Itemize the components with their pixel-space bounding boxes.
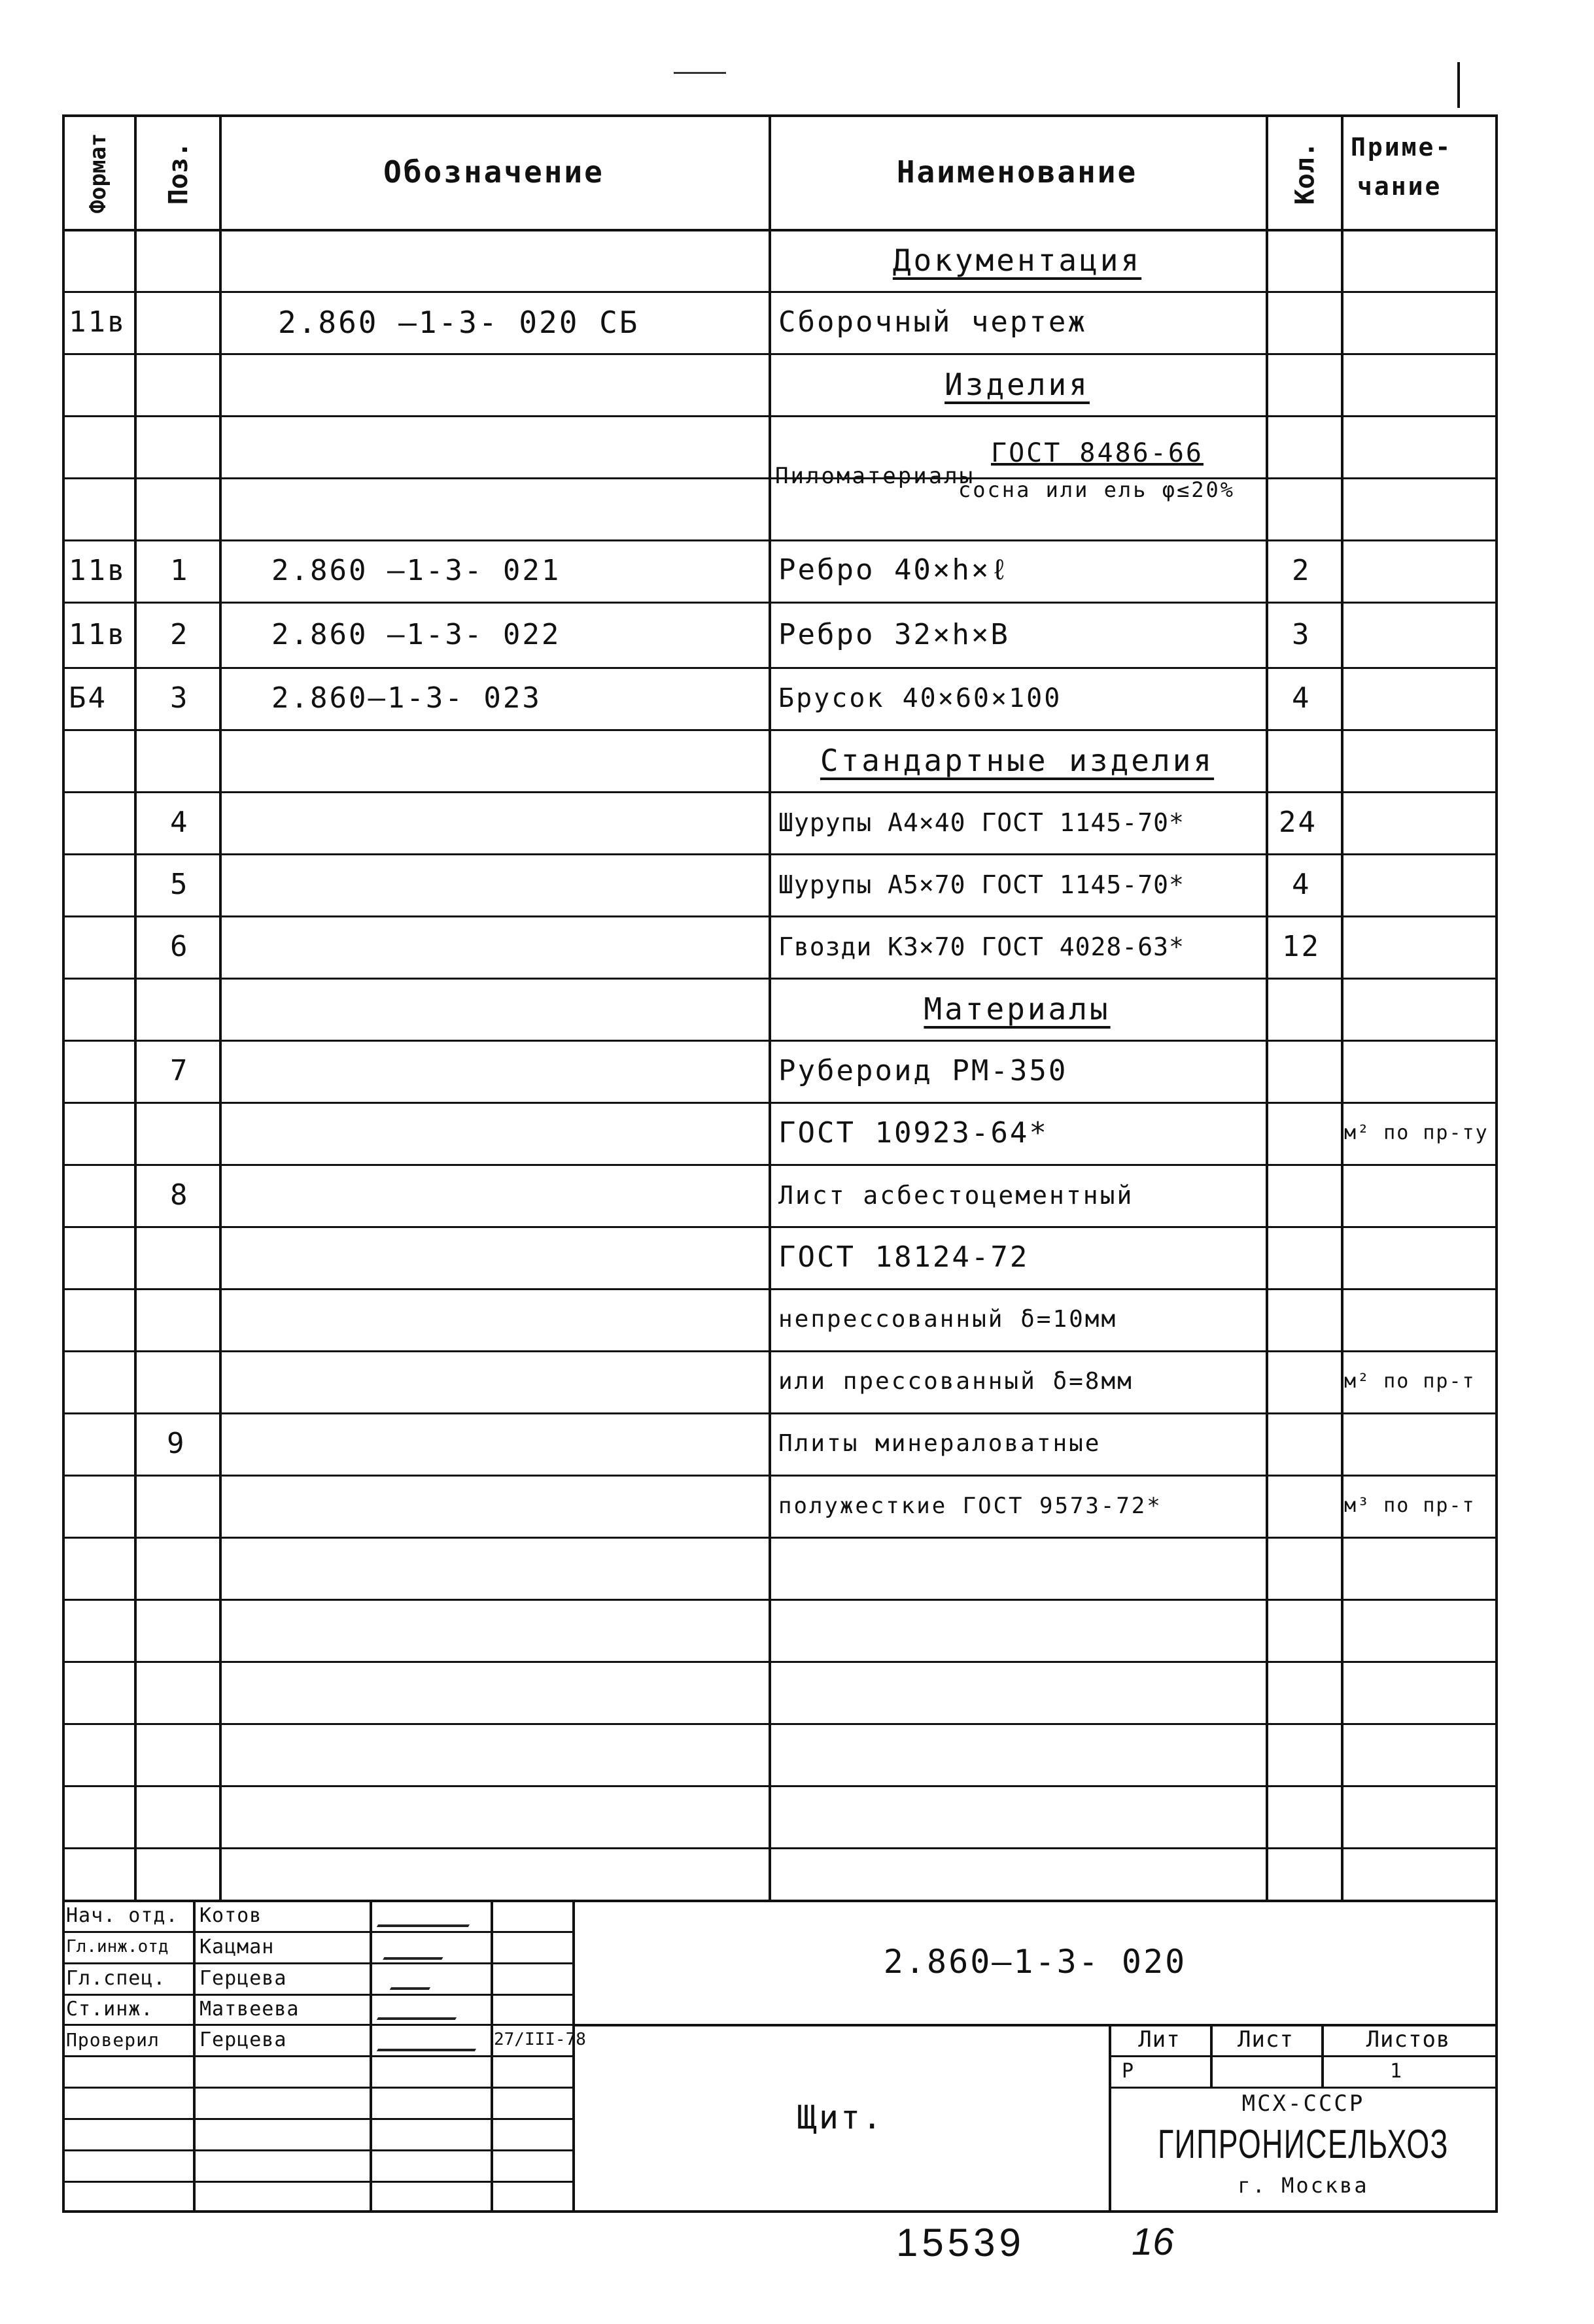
row-qty: 24 [1279,806,1317,839]
tb-date: 27/III-78 [494,2030,586,2049]
row-designation: 2.860 –1-3- 022 [271,617,561,651]
tb-row-line [62,2149,572,2151]
tb-row-line [62,2087,572,2089]
tb-row-line [62,2181,572,2183]
row-note: м² по пр-т [1344,1370,1476,1393]
row-line [62,415,1498,417]
frame-right [1495,114,1498,2210]
row-pos: 7 [170,1054,190,1087]
col-divider-name [1266,114,1268,1900]
specification-sheet [62,114,1498,2210]
tb-role: Нач. отд. [66,1904,179,1927]
tb-row-line [62,2055,572,2057]
row-pos: 4 [170,806,190,839]
row-name: непрессованный δ=10мм [778,1306,1118,1333]
row-format: 11в [69,554,127,587]
tb-divider [1109,2087,1498,2089]
row-pos: 1 [170,554,190,587]
row-format: Б4 [69,681,107,715]
row-pos: 9 [167,1427,186,1460]
row-line [62,1723,1498,1725]
top-corner-tick [1457,62,1460,108]
signature-stroke [390,1969,441,1990]
tb-item-name: Щит. [797,2098,884,2136]
row-line [62,1785,1498,1787]
row-pos: 3 [170,681,190,715]
row-name: или прессованный δ=8мм [778,1368,1134,1395]
row-line [62,1661,1498,1663]
row-designation: 2.860–1-3- 023 [271,681,542,715]
tb-role: Ст.инж. [66,1997,154,2021]
tb-sheets-value: 1 [1390,2059,1403,2083]
footer-sheet-no: 16 [1132,2221,1174,2259]
section-materials: Материалы [924,991,1111,1027]
row-name: Сборочный чертеж [778,305,1087,339]
frame-left [62,114,65,2210]
lumber-spec: сосна или ель φ≤20% [958,477,1236,502]
row-name: полужесткие ГОСТ 9573-72* [778,1492,1162,1519]
section-documentation: Документация [892,242,1142,278]
signature-stroke [377,1999,467,2020]
signature-stroke [377,2030,487,2051]
row-line [62,1847,1498,1849]
row-note: м³ по пр-т [1344,1494,1476,1517]
row-name: Плиты минераловатные [778,1430,1101,1457]
lumber-name: Пиломатериалы [775,463,975,489]
row-name: Лист асбестоцементный [778,1180,1134,1210]
row-designation: 2.860 –1-3- 020 СБ [278,304,640,340]
row-name: Брусок 40×60×100 [778,683,1062,713]
row-name: ГОСТ 10923-64* [778,1116,1048,1150]
tb-organization: ГИПРОНИСЕЛЬХОЗ [1158,2121,1449,2167]
header-name: Наименование [896,154,1138,190]
row-name: Шурупы А5×70 ГОСТ 1145-70* [778,870,1185,899]
row-name: Гвозди К3×70 ГОСТ 4028-63* [778,932,1185,961]
row-pos: 6 [170,930,190,963]
row-designation: 2.860 –1-3- 021 [271,554,561,587]
tb-ministry: МСХ-СССР [1241,2091,1365,2117]
tb-name: Герцева [199,1966,287,1990]
row-qty: 4 [1292,681,1311,715]
tb-city: г. Москва [1238,2173,1369,2198]
row-name: Ребро 32×h×B [778,617,1010,651]
header-format: Формат [85,133,111,214]
col-divider-pos [219,114,222,1900]
row-pos: 5 [170,868,190,901]
footer-inventory: 15539 [896,2221,1025,2259]
header-note-line1: Приме- [1351,133,1453,162]
tb-role: Проверил [66,2028,160,2051]
row-name: Шурупы А4×40 ГОСТ 1145-70* [778,808,1185,837]
row-qty: 4 [1292,868,1311,901]
header-designation: Обозначение [383,154,604,190]
lumber-block [775,438,1272,517]
tb-role: Гл.спец. [66,1966,166,1990]
tb-lit-label: Лит [1138,2026,1181,2053]
col-divider-qty [1341,114,1343,1900]
tb-row-line [62,2118,572,2120]
row-name: ГОСТ 18124-72 [778,1240,1030,1274]
tb-doc-number: 2.860–1-3- 020 [883,1943,1187,1981]
row-pos: 8 [170,1178,190,1212]
tb-name: Кацман [199,1935,275,1958]
row-line [62,1537,1498,1539]
header-qty: Кол. [1290,141,1321,205]
tb-sheets-label: Листов [1366,2026,1451,2053]
header-pos: Поз. [164,141,194,205]
header-note [1351,128,1452,206]
section-items: Изделия [944,366,1090,402]
tb-sheet-label: Лист [1238,2026,1294,2053]
tb-role: Гл.инж.отд [66,1937,169,1957]
row-name: Рубероид РМ-350 [778,1054,1068,1087]
tb-lit-value: Р [1122,2059,1135,2083]
row-name: Ребро 40×h×ℓ [778,553,1010,587]
signature-stroke [377,1906,480,1927]
signature-stroke [383,1938,455,1960]
row-qty: 2 [1292,554,1311,587]
frame-bottom [62,2210,1498,2213]
tb-divider [1109,2055,1498,2057]
row-qty: 12 [1282,930,1321,963]
row-qty: 3 [1292,617,1311,651]
top-dash [674,72,726,74]
row-note: м² по пр-ту [1344,1121,1489,1144]
header-note-line2: чание [1357,172,1442,201]
row-line [62,1599,1498,1601]
tb-name: Матвеева [199,1997,300,2021]
tb-name: Герцева [199,2028,287,2051]
row-format: 11в [69,305,127,339]
col-divider-format [134,114,137,1900]
tb-name: Котов [199,1904,262,1927]
row-pos: 2 [170,617,190,651]
section-standard-items: Стандартные изделия [820,742,1215,778]
lumber-gost: ГОСТ 8486-66 [991,438,1204,468]
row-format: 11в [69,617,127,651]
